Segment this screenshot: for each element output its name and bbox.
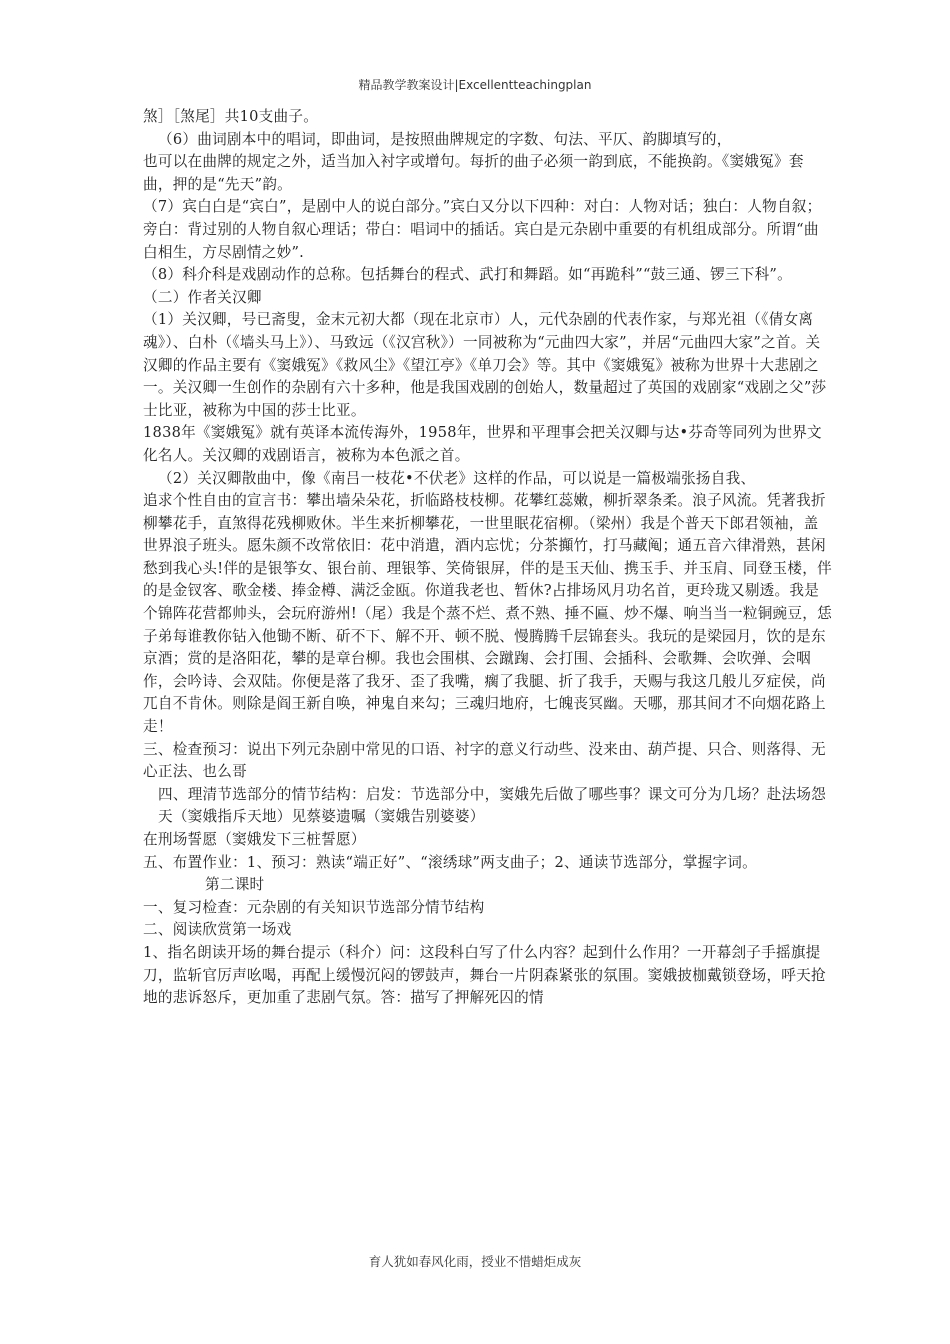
paragraph: （2）关汉卿散曲中，像《南吕一枝花•不伏老》这样的作品，可以说是一篇极端张扬自我、 <box>158 469 756 487</box>
paragraph: 在刑场誓愿（窦娥发下三桩誓愿） <box>143 831 366 848</box>
section-heading: （二）作者关汉卿 <box>143 288 262 306</box>
paragraph: （7）宾白白是“宾白”，是剧中人的说白部分。”宾白又分以下四种：对白：人物对话；独白：人物自叙；旁白：背过别的人物自叙心理话；带白：唱词中的插话。宾白是元杂剧中重要的有机组成部分。所谓“曲白相生，方尽剧情之妙”. <box>143 198 822 261</box>
paragraph: （6）曲词剧本中的唱词，即曲词，是按照曲牌规定的字数、句法、平仄、韵脚填写的， <box>158 130 732 148</box>
paragraph: 1、指名朗读开场的舞台提示（科介）问：这段科白写了什么内容？起到什么作用？一开幕刽子手摇旗提刀，监斩官厉声吆喝，再配上缓慢沉闷的锣鼓声，舞台一片阴森紧张的氛围。窦娥披枷戴锁登场，呼天抢地的悲诉怒斥，更加重了悲剧气氛。答：描写了押解死囚的情 <box>143 943 826 1007</box>
page-header: 精品教学教案设计|Excellentteachingplan <box>358 78 592 92</box>
section-heading: 一、复习检查：元杂剧的有关知识节选部分情节结构 <box>143 898 485 916</box>
paragraph: （8）科介科是戏剧动作的总称。包括舞台的程式、武打和舞蹈。如“再跪科”“鼓三通、锣三下科”。 <box>143 266 792 284</box>
paragraph: 1838年《窦娥冤》就有英译本流传海外，1958年，世界和平理事会把关汉卿与达•芬奇等同列为世界文化名人。关汉卿的戏剧语言，被称为本色派之首。 <box>143 424 822 464</box>
paragraph: 追求个性自由的宣言书：攀出墙朵朵花，折临路枝枝柳。花攀红蕊嫩，柳折翠条柔。浪子风流。凭著我折柳攀花手，直煞得花残柳败休。半生来折柳攀花，一世里眠花宿柳。（梁州）我是个普天下郎君领袖，盖世界浪子班头。愿朱颜不改常依旧：花中消遣，酒内忘忧；分茶攧竹，打马藏阄；通五音六律滑熟，甚闲愁到我心头!伴的是银筝女、银台前、理银筝、笑倚银屏，伴的是玉天仙、携玉手、并玉肩、同登玉楼，伴的是金钗客、歌金楼、捧金樽、满泛金瓯。你道我老也、暂休?占排场风月功名首，更玲珑又剔透。我是个锦阵花营都帅头，会玩府游州!（尾）我是个蒸不烂、煮不熟、捶不匾、炒不爆、响当当一粒铜豌豆，恁子弟每谁教你钻入他锄不断、斫不下、解不开、顿不脱、慢腾腾千层锦套头。我玩的是梁园月，饮的是东京酒；赏的是洛阳花，攀的是章台柳。我也会围棋、会蹴踘、会打围、会插科、会歌舞、会吹弹、会咽作，会吟诗、会双陆。你便是落了我牙、歪了我嘴，瘸了我腿、折了我手，天赐与我这几般儿歹症侯，尚兀自不肯休。则除是阎王新自唤，神鬼自来勾；三魂归地府，七魄丧冥幽。天哪，那其间才不向烟花路上走！ <box>143 492 832 736</box>
section-heading: 二、阅读欣赏第一场戏 <box>143 921 292 939</box>
paragraph: （1）关汉卿，号已斋叟，金末元初大都（现在北京市）人，元代杂剧的代表作家，与郑光祖（《倩女离魂》）、白朴（《墙头马上》）、马致远（《汉宫秋》）一同被称为“元曲四大家”，并居“元曲四大家”之首。关汉卿的作品主要有《窦娥冤》《救风尘》《望江亭》《单刀会》等。其中《窦娥冤》被称为世界十大悲剧之一。关汉卿一生创作的杂剧有六十多种，他是我国戏剧的创始人，数量超过了英国的戏剧家“戏剧之父”莎士比亚，被称为中国的莎士比亚。 <box>143 311 827 419</box>
section-heading: 三、检查预习：说出下列元杂剧中常见的口语、衬字的意义行动些、没来由、葫芦提、只合、则落得、无心正法、也么哥 <box>143 740 826 781</box>
paragraph: 也可以在曲牌的规定之外，适当加入衬字或增句。每折的曲子必须一韵到底，不能换韵。《窦娥冤》套曲，押的是“先天”韵。 <box>143 153 804 193</box>
page-footer: 育人犹如春风化雨，授业不惜蜡炬成灰 <box>368 1254 582 1269</box>
section-heading: 五、布置作业：1、预习：熟读“端正好”、“滚绣球”两支曲子；2、通读节选部分，掌握字词。 <box>143 853 757 871</box>
lesson-title: 第二课时 <box>205 876 265 894</box>
document-body <box>143 106 833 1010</box>
section-heading: 四、理清节选部分的情节结构：启发：节选部分中，窦娥先后做了哪些事？课文可分为几场？赴法场怨天（窦娥指斥天地）见蔡婆遗嘱（窦娥告别婆婆） <box>158 785 826 826</box>
paragraph: 煞］［煞尾］共10支曲子。 <box>143 108 319 125</box>
